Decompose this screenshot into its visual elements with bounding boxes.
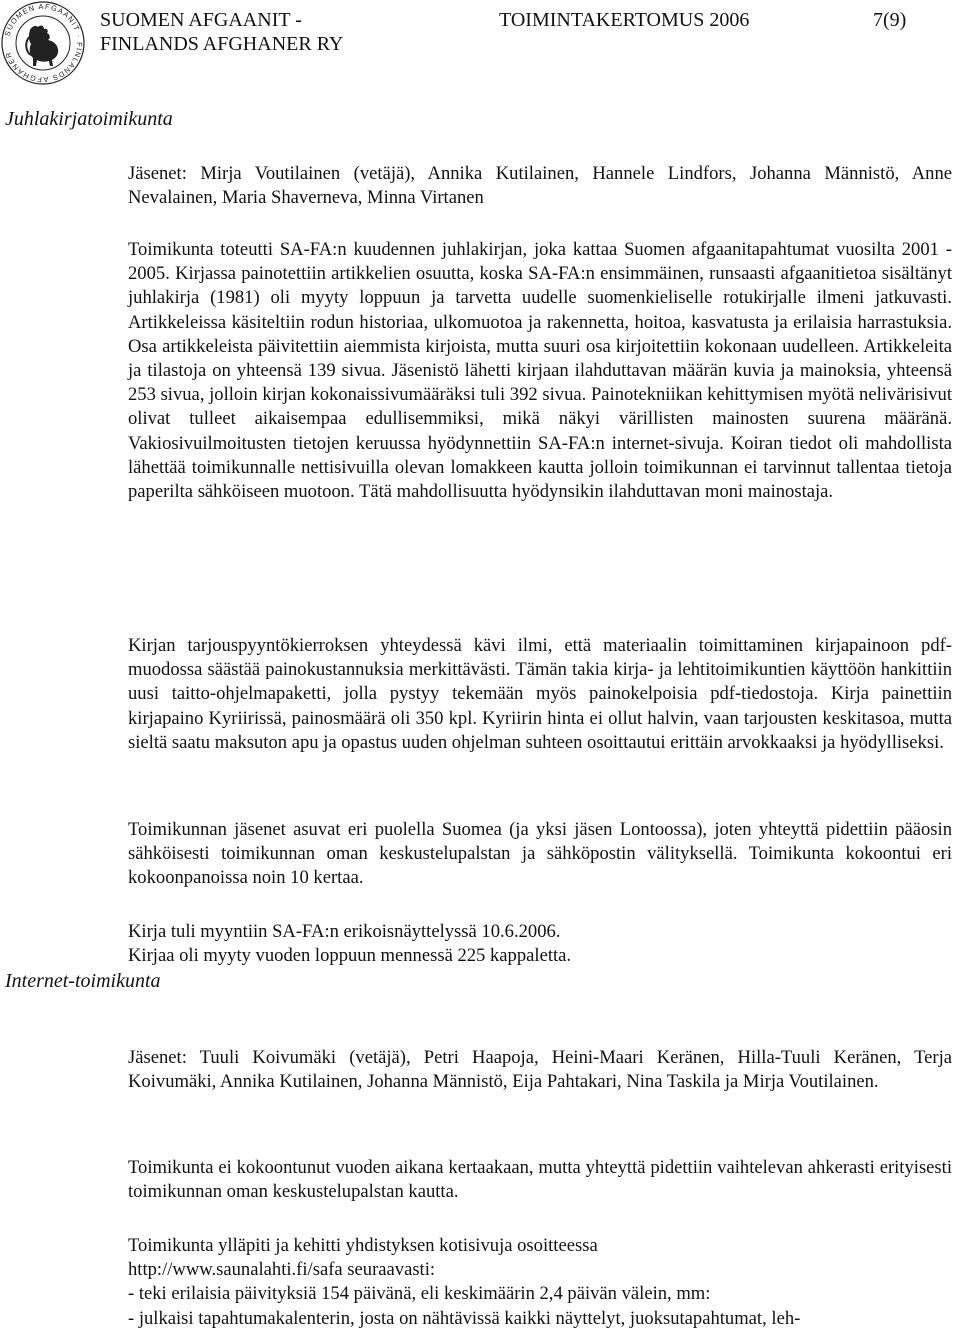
page-number: 7(9) [873,9,907,31]
body-line: Kirja tuli myyntiin SA-FA:n erikoisnäyttelyssä 10.6.2006. [128,921,561,942]
juhlakirja-paragraph-1 [128,238,952,504]
body-paragraph: Toimikunta ei kokoontunut vuoden aikana kertaakaan, mutta yhteyttä pidettiin vaihtelevan ahkerasti erityisesti toimikunnan oman keskustelupalstan kautta. [128,1157,952,1203]
bullet-item: - teki erilaisia päivityksiä 154 päivänä, eli keskimäärin 2,4 päivän välein, mm: [128,1283,711,1305]
afghan-hound-logo [0,0,86,86]
body-paragraph: Kirjan tarjouspyyntökierroksen yhteydessä kävi ilmi, että materiaalin toimittaminen kirjapainoon pdf-muodossa säästää painokustannuksia merkittävästi. Tämän takia kirja- ja lehtitoimikuntien käyttöön hankittiin uusi taitto-ohjelmapaketti, jolla pystyy tekemään myös painokelpoisia pdf-tiedostoja. Kirja painettiin kirjapaino Kyriirissä, painosmäärä oli 350 kpl. Kyriirin hinta ei ollut halvin, vaan tarjousten keskitasoa, mutta sieltä saatu maksuton apu ja opastus uuden ohjelman suhteen osoittautui erittäin arvokkaaksi ja hyödylliseksi. [128,635,952,753]
members-paragraph: Jäsenet: Tuuli Koivumäki (vetäjä), Petri Haapoja, Heini-Maari Keränen, Hilla-Tuuli Keränen, Terja Koivumäki, Annika Kutilainen, Johanna Männistö, Eija Pahtakari, Nina Taskila ja Mirja Voutilainen. [128,1047,952,1093]
members-paragraph: Jäsenet: Mirja Voutilainen (vetäjä), Annika Kutilainen, Hannele Lindfors, Johanna Männistö, Anne Nevalainen, Maria Shaverneva, Minna Virtanen [128,163,952,209]
juhlakirja-paragraph-2 [128,634,952,755]
bullet-item: - julkaisi tapahtumakalenterin, josta on nähtävissä kaikki näyttelyt, juoksutapahtumat, leh- [128,1307,801,1329]
document-title: TOIMINTAKERTOMUS 2006 [499,9,750,31]
juhlakirja-members [128,162,952,210]
juhlakirja-paragraph-4 [128,920,952,968]
org-name-line2: FINLANDS AFGHANER RY [100,33,344,55]
internet-paragraph-1 [128,1156,952,1204]
website-url: http://www.saunalahti.fi/safa seuraavasti: [128,1259,436,1281]
section-heading-internet-toimikunta: Internet-toimikunta [5,970,161,992]
body-line: Toimikunta ylläpiti ja kehitti yhdistyksen kotisivuja osoitteessa [128,1235,598,1256]
body-paragraph: Toimikunnan jäsenet asuvat eri puolella Suomea (ja yksi jäsen Lontoossa), joten yhteyttä pidettiin pääosin sähköisesti toimikunnan oman keskustelupalstan ja sähköpostin välityksellä. Toimikunta kokoontui eri kokoonpanoissa noin 10 kertaa. [128,819,952,889]
body-line: Kirjaa oli myyty vuoden loppuun mennessä 225 kappaletta. [128,945,572,967]
org-name-line1: SUOMEN AFGAANIT - [100,9,302,31]
internet-paragraph-2 [128,1234,952,1331]
juhlakirja-paragraph-3 [128,818,952,891]
section-heading-juhlakirjatoimikunta: Juhlakirjatoimikunta [5,108,173,130]
body-paragraph: Toimikunta toteutti SA-FA:n kuudennen juhlakirjan, joka kattaa Suomen afgaanitapahtumat vuosilta 2001 - 2005. Kirjassa painotettiin artikkelien osuutta, koska SA-FA:n ensimmäinen, runsaasti afgaanitietoa sisältänyt juhlakirja (1981) oli myyty loppuun ja tarvetta uudelle suomenkieliselle rotukirjalle ilmeni jatkuvasti. Artikkeleissa käsiteltiin rodun historiaa, ulkomuotoa ja rakennetta, hoitoa, kasvatusta ja erilaisia harrastuksia. Osa artikkeleista päivitettiin aiemmista kirjoista, mutta suuri osa kirjoitettiin kokonaan uudelleen. Artikkeleita ja tilastoja on yhteensä 139 sivua. Jäsenistö lähetti kirjaan ilahduttavan määrän kuvia ja mainoksia, yhteensä 253 sivua, jolloin kirjan kokonaissivumääräksi tuli 392 sivua. Painotekniikan kehittymisen myötä nelivärisivut olivat tulleet aikaisempaa edullisemmiksi, mikä näkyi värillisten mainosten suurena määränä. Vakiosivuilmoitusten tietojen keruussa hyödynnettiin SA-FA:n internet-sivuja. Koiran tiedot oli mahdollista lähettää toimikunnalle nettisivuilla olevan lomakkeen kautta jolloin toimikunnan ei tarvinnut tallentaa tietoja paperilta sähköiseen muotoon. Tätä mahdollisuutta hyödynsikin ilahduttavan moni mainostaja. [128,239,952,503]
internet-members [128,1046,952,1094]
logo-ring-text: SUOMEN AFGAANIT · FINLANDS AFGHANER [2,1,85,85]
